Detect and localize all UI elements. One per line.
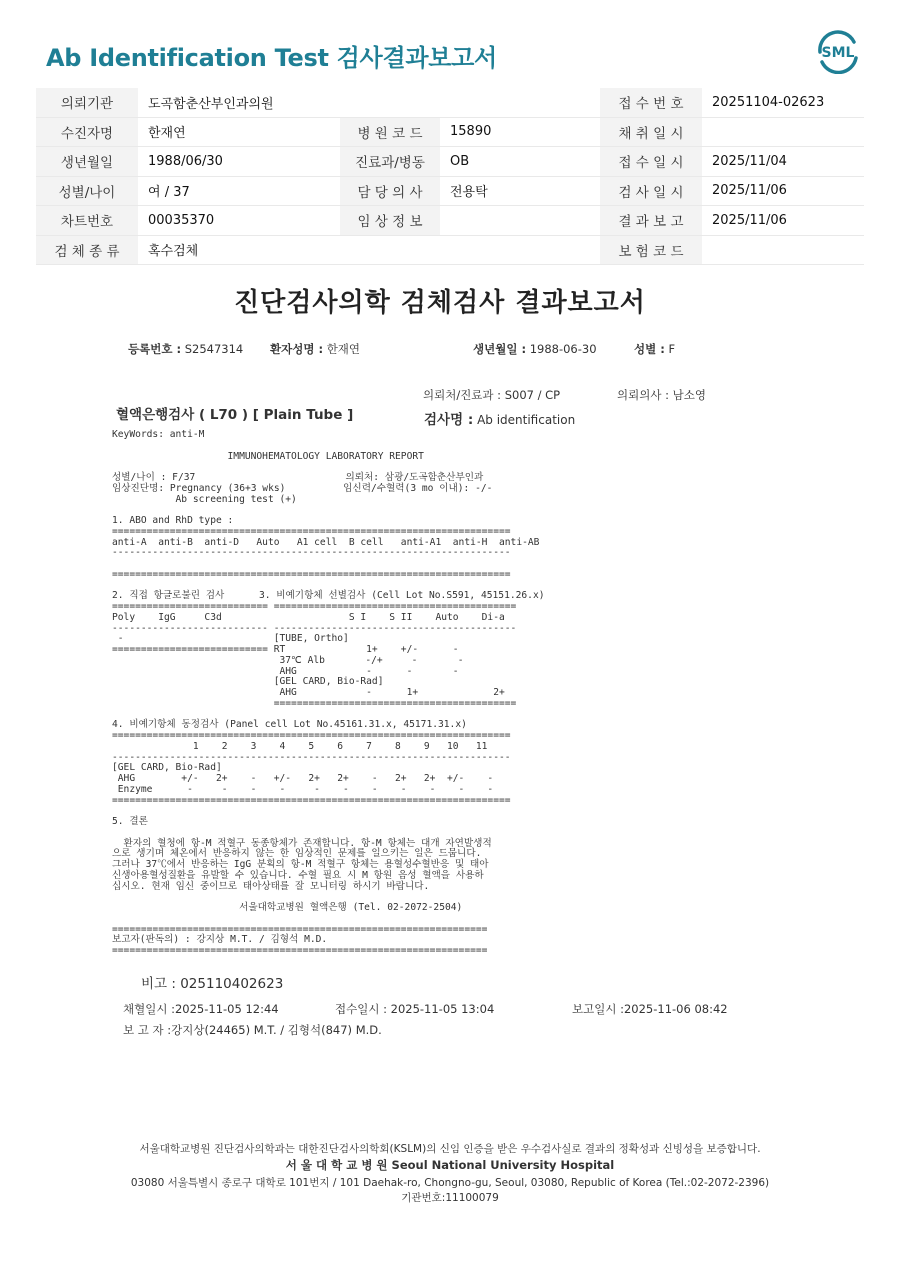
info-value: 20251104-02623 — [702, 88, 864, 117]
birth-label: 생년월일 : — [473, 342, 527, 356]
info-label: 검 사 일 시 — [600, 176, 702, 206]
birth-field — [473, 341, 597, 357]
info-row — [36, 206, 864, 236]
reg-no-label: 등록번호 : — [128, 342, 182, 356]
report-title: 진단검사의학 검체검사 결과보고서 — [234, 288, 646, 318]
info-label: 담 당 의 사 — [340, 176, 440, 206]
info-value — [702, 117, 864, 147]
info-label: 접 수 일 시 — [600, 147, 702, 177]
report-time-value: 2025-11-06 08:42 — [623, 1002, 728, 1016]
test-name-field — [424, 408, 575, 428]
info-row — [36, 117, 864, 147]
test-name-label: 검사명 : — [424, 412, 474, 428]
sex-value: F — [668, 342, 676, 356]
remark-label: 비고 : — [141, 976, 176, 992]
sml-logo-text: SML — [821, 45, 855, 61]
info-value — [440, 206, 600, 236]
collect-time-field — [123, 1001, 279, 1017]
receive-time-field — [335, 1001, 494, 1017]
info-label: 병 원 코 드 — [340, 117, 440, 147]
dept-text: 의뢰처/진료과 : S007 / CP — [423, 388, 561, 402]
sml-logo — [814, 30, 862, 74]
info-label: 채 취 일 시 — [600, 117, 702, 147]
sex-label: 성별 : — [634, 342, 665, 356]
reporter-field — [123, 1022, 382, 1038]
info-value: 2025/11/06 — [702, 176, 864, 206]
info-label: 진료과/병동 — [340, 147, 440, 177]
patient-name-label: 환자성명 : — [270, 342, 324, 356]
collect-time-label: 채혈일시 : — [123, 1002, 175, 1016]
sml-logo-icon — [814, 30, 862, 74]
remark-field — [141, 972, 283, 992]
birth-value: 1988-06-30 — [529, 342, 597, 356]
info-label: 접 수 번 호 — [600, 88, 702, 117]
info-row — [36, 88, 864, 117]
lab-report-text: KeyWords: anti-M IMMUNOHEMATOLOGY LABORATORY REPORT 성별/나이 : F/37 의뢰처: 삼광/도곡함춘산부인과 임상진단명: Pregnancy (36+3 wks) 임신력/수혈력(3 mo 이내): -/- Ab screening test (+) 1. ABO and RhD type : ===================================================================== anti-A anti-B anti-D Auto A1 cell B cell anti-A1 anti-H anti-AB --------------------------------------------------------------------- ===================================================================== 2. 직접 항글로불린 검사 3. 비예기항체 선별검사 (Cell Lot No.S591, 45151.26.x) =========================== ========================================== Poly IgG C3d S I S II Auto Di-a --------------------------- ------------------------------------------ - [TUBE, Ortho] =========================== RT 1+ +/- - 37℃ Alb -/+ - - AHG - - - [GEL CARD, Bio-Rad] AHG - 1+ 2+ ========================================== 4. 비예기항체 동정검사 (Panel cell Lot No.45161.31.x, 45171.31.x) ===================================================================== 1 2 3 4 5 6 7 8 9 10 11 --------------------------------------------------------------------- [GEL CARD, Bio-Rad] AHG +/- 2+ - +/- 2+ 2+ - 2+ 2+ +/- - Enzyme - - - - - - - - - - - ===================================================================== 5. 결론 환자의 혈청에 항-M 적혈구 동종항체가 존재합니다. 항-M 항체는 대개 자연발생적 으로 생기며 체온에서 반응하지 않는 한 임상적인 문제를 일으키는 일은 드뭅니다. 그러나 37℃에서 반응하는 IgG 분획의 항-M 적혈구 항체는 용혈성수혈반응 및 태아 신생아용혈성질환을 유발할 수 있습니다. 수혈 필요 시 M 항원 음성 혈액을 사용하 십시오. 현재 임신 중이므로 태아상태를 잘 모니터링 하시기 바랍니다. 서울대학교병원 혈액은행 (Tel. 02-2072-2504) ================================================================= 보고자(판독의) : 강지상 M.T. / 김형석 M.D. ================================================================= — [112, 429, 545, 956]
info-label: 임 상 정 보 — [340, 206, 440, 236]
info-value: 00035370 — [138, 206, 340, 236]
info-label: 보 험 코 드 — [600, 235, 702, 265]
info-row — [36, 176, 864, 206]
info-value: 도곡함춘산부인과의원 — [138, 88, 600, 117]
sex-field — [634, 341, 675, 357]
info-row — [36, 147, 864, 177]
info-value — [702, 235, 864, 265]
report-time-field — [572, 1001, 728, 1017]
info-value: 한재연 — [138, 117, 340, 147]
info-label: 차트번호 — [36, 206, 138, 236]
info-value: 여 / 37 — [138, 176, 340, 206]
info-value: 1988/06/30 — [138, 147, 340, 177]
reporter-value: 강지상(24465) M.T. / 김형석(847) M.D. — [171, 1023, 382, 1037]
patient-info-table — [36, 88, 864, 265]
section-title: 혈액은행검사 ( L70 ) [ Plain Tube ] — [116, 407, 354, 423]
info-value: OB — [440, 147, 600, 177]
report-header-title: Ab Identification Test 검사결과보고서 — [46, 44, 497, 72]
patient-name-value: 한재연 — [326, 342, 361, 356]
info-value: 2025/11/04 — [702, 147, 864, 177]
info-label: 생년월일 — [36, 147, 138, 177]
reporter-label: 보 고 자 : — [123, 1023, 172, 1037]
info-value: 15890 — [440, 117, 600, 147]
info-label: 성별/나이 — [36, 176, 138, 206]
info-label: 결 과 보 고 — [600, 206, 702, 236]
info-label: 수진자명 — [36, 117, 138, 147]
info-value: 혹수검체 — [138, 235, 600, 265]
receive-time-label: 접수일시 : — [335, 1002, 387, 1016]
reg-no-field — [128, 341, 243, 357]
patient-name-field — [270, 341, 360, 357]
info-label: 의뢰기관 — [36, 88, 138, 117]
footer-certification: 서울대학교병원 진단검사의학과는 대한진단검사의학회(KSLM)의 신임 인증을 받은 우수검사실로 결과의 정확성과 신빙성을 보증합니다. — [139, 1143, 761, 1155]
collect-time-value: 2025-11-05 12:44 — [174, 1002, 279, 1016]
info-value: 전용탁 — [440, 176, 600, 206]
reg-no-value: S2547314 — [184, 342, 244, 356]
info-label: 검 체 종 류 — [36, 235, 138, 265]
info-value: 2025/11/06 — [702, 206, 864, 236]
doctor-text: 의뢰의사 : 남소영 — [617, 388, 706, 402]
footer-address: 03080 서울특별시 종로구 대학로 101번지 / 101 Daehak-ro, Chongno-gu, Seoul, 03080, Republic of Korea (Tel.:02-2072-2396) — [130, 1177, 770, 1189]
info-row — [36, 235, 864, 265]
test-name-value: Ab identification — [477, 413, 576, 427]
footer-hospital-name: 서 울 대 학 교 병 원 Seoul National University Hospital — [285, 1158, 615, 1172]
footer-institution-no: 기관번호:11100079 — [401, 1192, 499, 1204]
remark-value: 025110402623 — [180, 976, 284, 992]
report-time-label: 보고일시 : — [572, 1002, 624, 1016]
receive-time-value: 2025-11-05 13:04 — [390, 1002, 495, 1016]
